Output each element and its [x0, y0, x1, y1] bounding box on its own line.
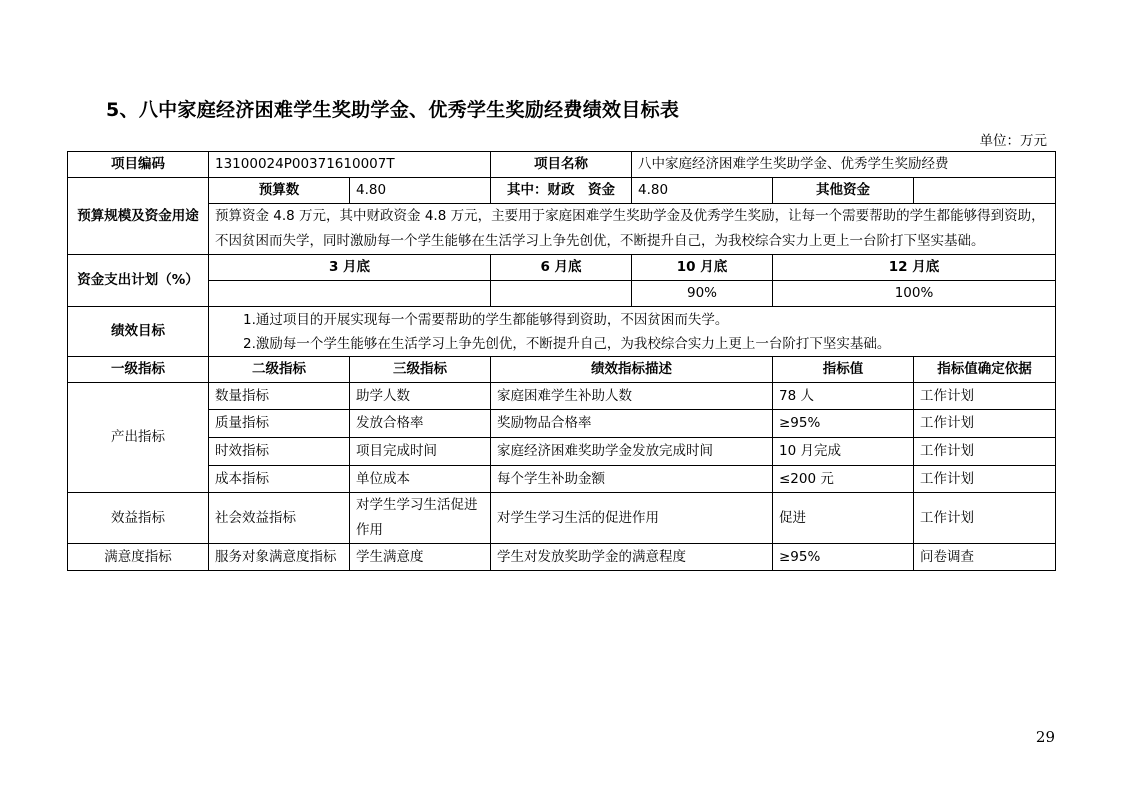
page-number: 29	[1035, 728, 1055, 746]
budget-total-label: 预算数	[209, 178, 350, 204]
indicator-level1-benefit: 效益指标	[68, 493, 209, 544]
indicator-desc: 对学生学习生活的促进作用	[491, 493, 773, 544]
page-title: 5、八中家庭经济困难学生奖助学金、优秀学生奖励经费绩效目标表	[106, 99, 680, 121]
indicator-header-level2: 二级指标	[209, 357, 350, 383]
indicator-desc: 家庭经济困难奖助学金发放完成时间	[491, 438, 773, 466]
plan-header-mar: 3 月底	[209, 255, 491, 281]
indicator-level2: 数量指标	[209, 383, 350, 410]
indicator-level1-output: 产出指标	[68, 383, 209, 493]
budget-label: 预算规模及资金用途	[68, 178, 209, 255]
indicator-level2: 质量指标	[209, 410, 350, 438]
indicator-level3: 发放合格率	[350, 410, 491, 438]
plan-value-dec: 100%	[773, 281, 1056, 307]
budget-usage: 预算资金 4.8 万元，其中财政资金 4.8 万元，主要用于家庭困难学生奖助学金及优秀学生奖励，让每一个需要帮助的学生都能够得到资助，不因贫困而失学，同时激励每一个学生能够在生活学习上争先创优，不断提升自己，为我校综合实力上更上一台阶打下坚实基础。	[209, 204, 1056, 255]
indicator-basis: 工作计划	[914, 466, 1056, 493]
indicator-level2: 成本指标	[209, 466, 350, 493]
indicator-value: ≥95%	[773, 410, 914, 438]
indicator-level2: 时效指标	[209, 438, 350, 466]
goals-label: 绩效目标	[68, 307, 209, 357]
plan-header-row	[68, 255, 1056, 281]
indicator-level2: 服务对象满意度指标	[209, 544, 350, 571]
table-row	[68, 383, 1056, 410]
indicator-level3: 项目完成时间	[350, 438, 491, 466]
plan-header-dec: 12 月底	[773, 255, 1056, 281]
indicator-basis: 工作计划	[914, 410, 1056, 438]
table-row	[68, 410, 1056, 438]
project-name-label: 项目名称	[491, 152, 632, 178]
indicator-basis: 问卷调查	[914, 544, 1056, 571]
goals-row	[68, 307, 1056, 357]
project-code: 13100024P00371610007T	[209, 152, 491, 178]
budget-usage-row	[68, 204, 1056, 255]
plan-header-jun: 6 月底	[491, 255, 632, 281]
indicator-desc: 家庭困难学生补助人数	[491, 383, 773, 410]
goal-line-2: 2.激励每一个学生能够在生活学习上争先创优，不断提升自己，为我校综合实力上更上一台阶打下坚实基础。	[243, 335, 891, 352]
performance-target-table	[67, 151, 1056, 571]
plan-header-oct: 10 月底	[632, 255, 773, 281]
indicator-basis: 工作计划	[914, 438, 1056, 466]
indicator-desc: 奖励物品合格率	[491, 410, 773, 438]
indicator-header-level3: 三级指标	[350, 357, 491, 383]
plan-value-row	[68, 281, 1056, 307]
indicator-level3: 单位成本	[350, 466, 491, 493]
project-row	[68, 152, 1056, 178]
indicator-header-row	[68, 357, 1056, 383]
table-row	[68, 544, 1056, 571]
indicator-level1-satisfaction: 满意度指标	[68, 544, 209, 571]
budget-fiscal: 4.80	[632, 178, 773, 204]
indicator-value: 78 人	[773, 383, 914, 410]
budget-total: 4.80	[350, 178, 491, 204]
indicator-level3: 学生满意度	[350, 544, 491, 571]
budget-other	[914, 178, 1056, 204]
indicator-header-basis: 指标值确定依据	[914, 357, 1056, 383]
budget-other-label: 其他资金	[773, 178, 914, 204]
plan-value-jun	[491, 281, 632, 307]
indicator-level3: 对学生学习生活促进作用	[350, 493, 491, 544]
project-code-label: 项目编码	[68, 152, 209, 178]
indicator-basis: 工作计划	[914, 383, 1056, 410]
goal-line-1: 1.通过项目的开展实现每一个需要帮助的学生都能够得到资助，不因贫困而失学。	[243, 311, 729, 328]
indicator-header-value: 指标值	[773, 357, 914, 383]
indicator-level3: 助学人数	[350, 383, 491, 410]
goals-content	[209, 307, 1056, 357]
indicator-value: ≥95%	[773, 544, 914, 571]
budget-row	[68, 178, 1056, 204]
indicator-header-level1: 一级指标	[68, 357, 209, 383]
indicator-desc: 每个学生补助金额	[491, 466, 773, 493]
unit-label: 单位：万元	[979, 133, 1047, 149]
plan-label: 资金支出计划（%）	[68, 255, 209, 307]
project-name: 八中家庭经济困难学生奖助学金、优秀学生奖励经费	[632, 152, 1056, 178]
plan-value-oct: 90%	[632, 281, 773, 307]
indicator-value: 促进	[773, 493, 914, 544]
indicator-basis: 工作计划	[914, 493, 1056, 544]
indicator-level2: 社会效益指标	[209, 493, 350, 544]
indicator-value: 10 月完成	[773, 438, 914, 466]
table-row	[68, 493, 1056, 544]
indicator-header-desc: 绩效指标描述	[491, 357, 773, 383]
table-row	[68, 466, 1056, 493]
budget-fiscal-label: 其中：财政 资金	[491, 178, 632, 204]
table-row	[68, 438, 1056, 466]
indicator-value: ≤200 元	[773, 466, 914, 493]
indicator-desc: 学生对发放奖助学金的满意程度	[491, 544, 773, 571]
plan-value-mar	[209, 281, 491, 307]
